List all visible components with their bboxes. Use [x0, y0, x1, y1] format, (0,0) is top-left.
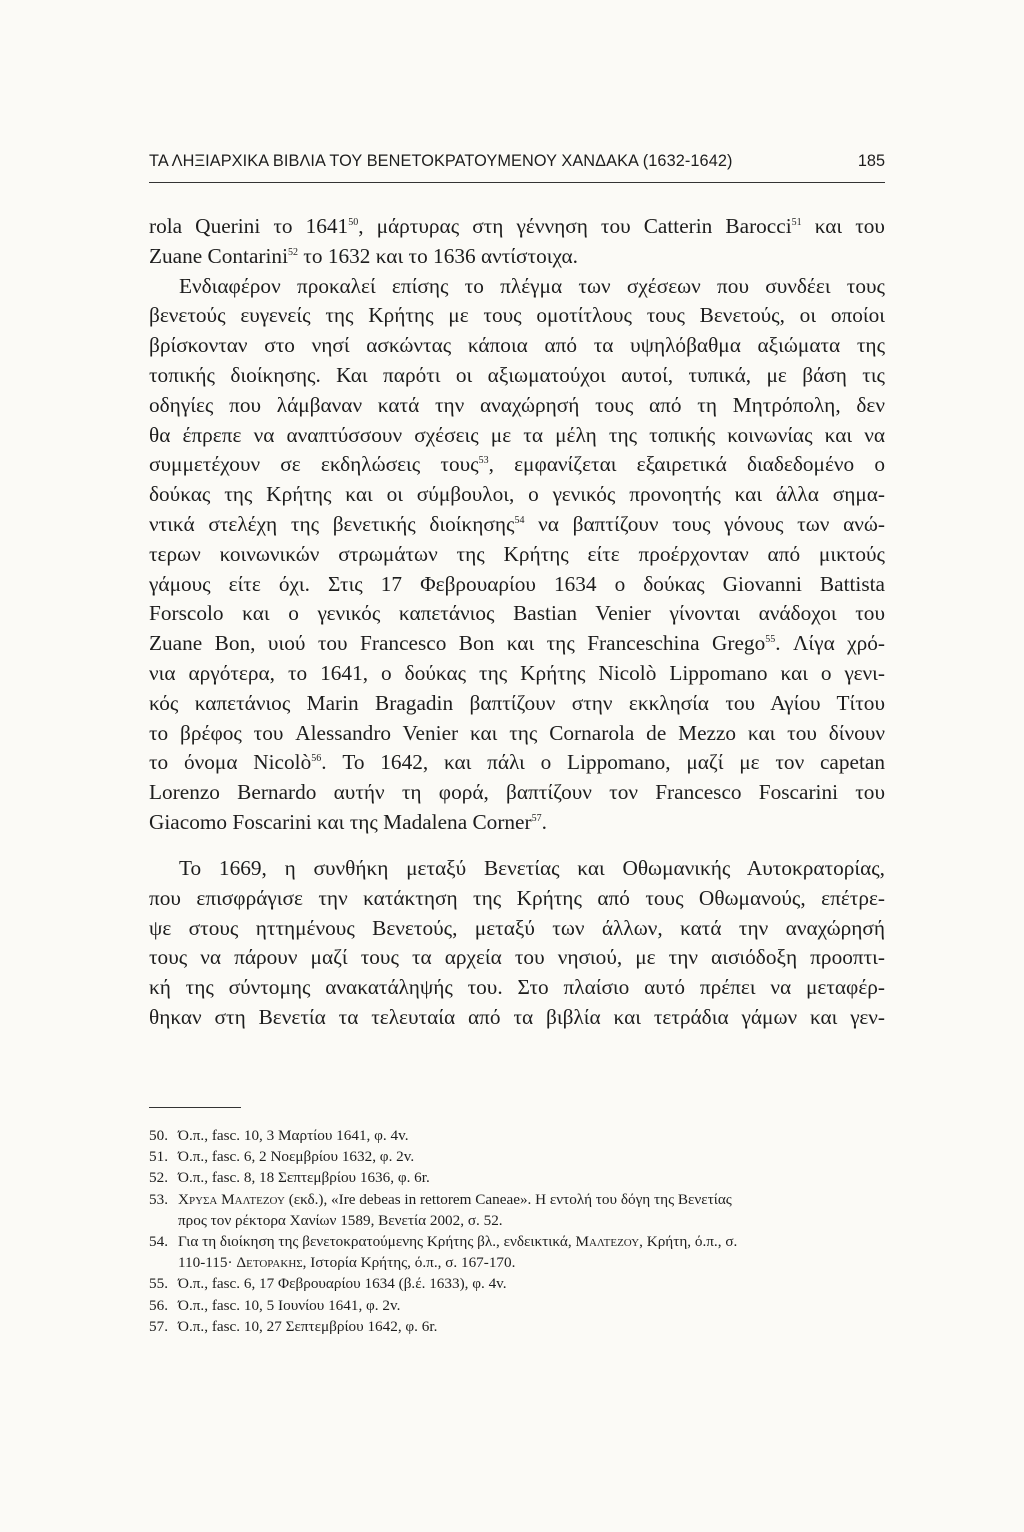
text-line: ντικά στελέχη της βενετικής διοίκησης$^{54}$ να βαπτίζουν τους γόνους των ανώ-: [149, 511, 885, 536]
text-line: τους να πάρουν μαζί τους τα αρχεία του νησιού, με την αισιόδοξη προοπτι-: [149, 945, 885, 970]
footnote-number: 56.: [149, 1296, 168, 1314]
footnote-56: [149, 1295, 889, 1316]
text-line: οδηγίες που λάμβαναν κατά την αναχώρησή τους από τη Μητρόπολη, δεν: [149, 392, 885, 417]
text-line: το βρέφος του Alessandro Venier και της Cornarola de Mezzo και του δίνουν: [149, 720, 885, 745]
text-line: δούκας της Κρήτης και οι σύμβουλοι, ο γενικός προνοητής και άλλα σημα-: [149, 482, 885, 507]
running-header: [149, 152, 885, 183]
footnote-number: 53.: [149, 1190, 168, 1208]
footnote-text: Ό.π., fasc. 8, 18 Σεπτεμβρίου 1636, φ. 6r.: [178, 1169, 430, 1187]
footnote-number: 52.: [149, 1169, 168, 1187]
footnote-marker-53[interactable]: 53: [478, 455, 489, 467]
author-name: Δετορακησ: [236, 1254, 303, 1272]
footnotes: [149, 1125, 889, 1337]
text-line: κός καπετάνιος Marin Bragadin βαπτίζουν στην εκκλησία του Αγίου Τίτου: [149, 690, 885, 715]
text-line: τοπικής διοίκησης. Και παρότι οι αξιωματούχοι αυτοί, τυπικά, με βάση τις: [149, 362, 885, 387]
text-line: θα έπρεπε να αναπτύσσουν σχέσεις με τα μέλη της τοπικής κοινωνίας και να: [149, 422, 885, 447]
footnote-53: [149, 1189, 889, 1231]
text-line: βρίσκονταν στο νησί ασκώντας κάποια από τα υψηλόβαθμα αξιώματα της: [149, 333, 885, 358]
text-line: Zuane Contarini$^{52}$ το 1632 και το 1636 αντίστοιχα.: [149, 243, 578, 268]
footnote-number: 51.: [149, 1148, 168, 1166]
footnote-marker-54[interactable]: 54: [514, 514, 525, 526]
footnote-marker-55[interactable]: 55: [765, 634, 776, 646]
page-number: 185: [857, 152, 885, 170]
author-name: Μαλτεζου: [575, 1233, 640, 1251]
text-line: γάμους είτε όχι. Στις 17 Φεβρουαρίου 1634 ο δούκας Giovanni Battista: [149, 571, 885, 596]
footnote-divider: [149, 1107, 241, 1108]
text-line: Forscolo και ο γενικός καπετάνιος Bastian Venier γίνονται ανάδοχοι του: [149, 601, 885, 626]
footnote-number: 57.: [149, 1317, 168, 1335]
footnote-55: [149, 1273, 889, 1294]
text-line: κή της σύντομης ανακατάληψής του. Στο πλαίσιο αυτό πρέπει να μεταφέρ-: [149, 975, 885, 1000]
text-line: νια αργότερα, το 1641, ο δούκας της Κρήτης Nicolò Lippomano και ο γενι-: [149, 660, 885, 685]
text-line: Zuane Bon, υιού του Francesco Bon και της Franceschina Grego$^{55}$. Λίγα χρό-: [149, 631, 885, 656]
footnote-text: Ό.π., fasc. 6, 17 Φεβρουαρίου 1634 (β.έ. 1633), φ. 4v.: [178, 1275, 507, 1293]
paragraph-1: [149, 212, 885, 838]
footnote-51: [149, 1146, 889, 1167]
text-line: Giacomo Foscarini και της Madalena Corner$^{57}$.: [149, 809, 547, 834]
footnote-marker-52[interactable]: 52: [287, 246, 298, 258]
text-line: ψε στους ηττημένους Βενετούς, μεταξύ των άλλων, κατά την αναχώρησή: [149, 915, 885, 940]
author-name: Χρυσα Μαλτεζου: [178, 1190, 285, 1208]
text-line: το όνομα Nicolò$^{56}$. Το 1642, και πάλι ο Lippomano, μαζί με τον capetan: [149, 750, 885, 775]
text-line: Ενδιαφέρον προκαλεί επίσης το πλέγμα των σχέσεων που συνδέει τους: [179, 273, 885, 298]
text-line: βενετούς ευγενείς της Κρήτης με τους ομοτίτλους τους Βενετούς, οι οποίοι: [149, 303, 885, 328]
footnote-marker-56[interactable]: 56: [311, 753, 322, 765]
footnote-54: [149, 1231, 889, 1273]
footnote-text: Για τη διοίκηση της βενετοκρατούμενης Κρήτης βλ., ενδεικτικά, Μαλτεζου, Κρήτη, ό.π., σ. 110-115· Δετορακησ, Ιστορία Κρήτης, ό.π., σ. 167-170.: [178, 1233, 738, 1272]
text-line: Lorenzo Bernardo αυτήν τη φορά, βαπτίζουν τον Francesco Foscarini του: [149, 780, 885, 805]
footnote-marker-57[interactable]: 57: [531, 812, 542, 824]
text-line: rola Querini το 1641$^{50}$, μάρτυρας στη γέννηση του Catterin Barocci$^{51}$ και του: [149, 214, 885, 238]
footnote-52: [149, 1167, 889, 1188]
text-line: θηκαν στη Βενετία τα τελευταία από τα βιβλία και τετράδια γάμων και γεν-: [149, 1004, 885, 1029]
text-line: συμμετέχουν σε εκδηλώσεις τους$^{53}$, εμφανίζεται εξαιρετικά διαδεδομένο ο: [149, 452, 885, 477]
footnote-number: 50.: [149, 1127, 168, 1144]
footnote-50: [149, 1125, 889, 1146]
text-line: τερων κοινωνικών στρωμάτων της Κρήτης είτε προέρχονταν από μικτούς: [149, 541, 885, 566]
footnote-text: Ό.π., fasc. 10, 3 Μαρτίου 1641, φ. 4v.: [178, 1127, 409, 1144]
footnote-text: Χρυσα Μαλτεζου (εκδ.), «Ire debeas in rettorem Caneae». Η εντολή του δόγη της Βενετίας προς τον ρέκτορα Χανίων 1589, Βενετία 2002, σ. 52.: [178, 1190, 732, 1229]
footnote-text: Ό.π., fasc. 10, 27 Σεπτεμβρίου 1642, φ. 6r.: [178, 1317, 438, 1335]
running-title: ΤΑ ΛΗΞΙΑΡΧΙΚΑ ΒΙΒΛΙΑ ΤΟΥ ΒΕΝΕΤΟΚΡΑΤΟΥΜΕΝΟΥ ΧΑΝΔΑΚΑ (1632-1642): [149, 152, 733, 170]
footnote-57: [149, 1316, 889, 1337]
footnote-text: Ό.π., fasc. 6, 2 Νοεμβρίου 1632, φ. 2v.: [178, 1148, 415, 1166]
footnote-number: 55.: [149, 1275, 168, 1293]
footnote-text: Ό.π., fasc. 10, 5 Ιουνίου 1641, φ. 2v.: [178, 1296, 401, 1314]
footnote-number: 54.: [149, 1233, 168, 1251]
text-line: Το 1669, η συνθήκη μεταξύ Βενετίας και Οθωμανικής Αυτοκρατορίας,: [179, 856, 885, 880]
footnote-marker-51[interactable]: 51: [791, 217, 802, 228]
text-line: που επισφράγισε την κατάκτηση της Κρήτης από τους Οθωμανούς, επέτρε-: [149, 885, 885, 910]
footnote-marker-50[interactable]: 50: [348, 217, 359, 228]
paragraph-2: [149, 854, 885, 1033]
